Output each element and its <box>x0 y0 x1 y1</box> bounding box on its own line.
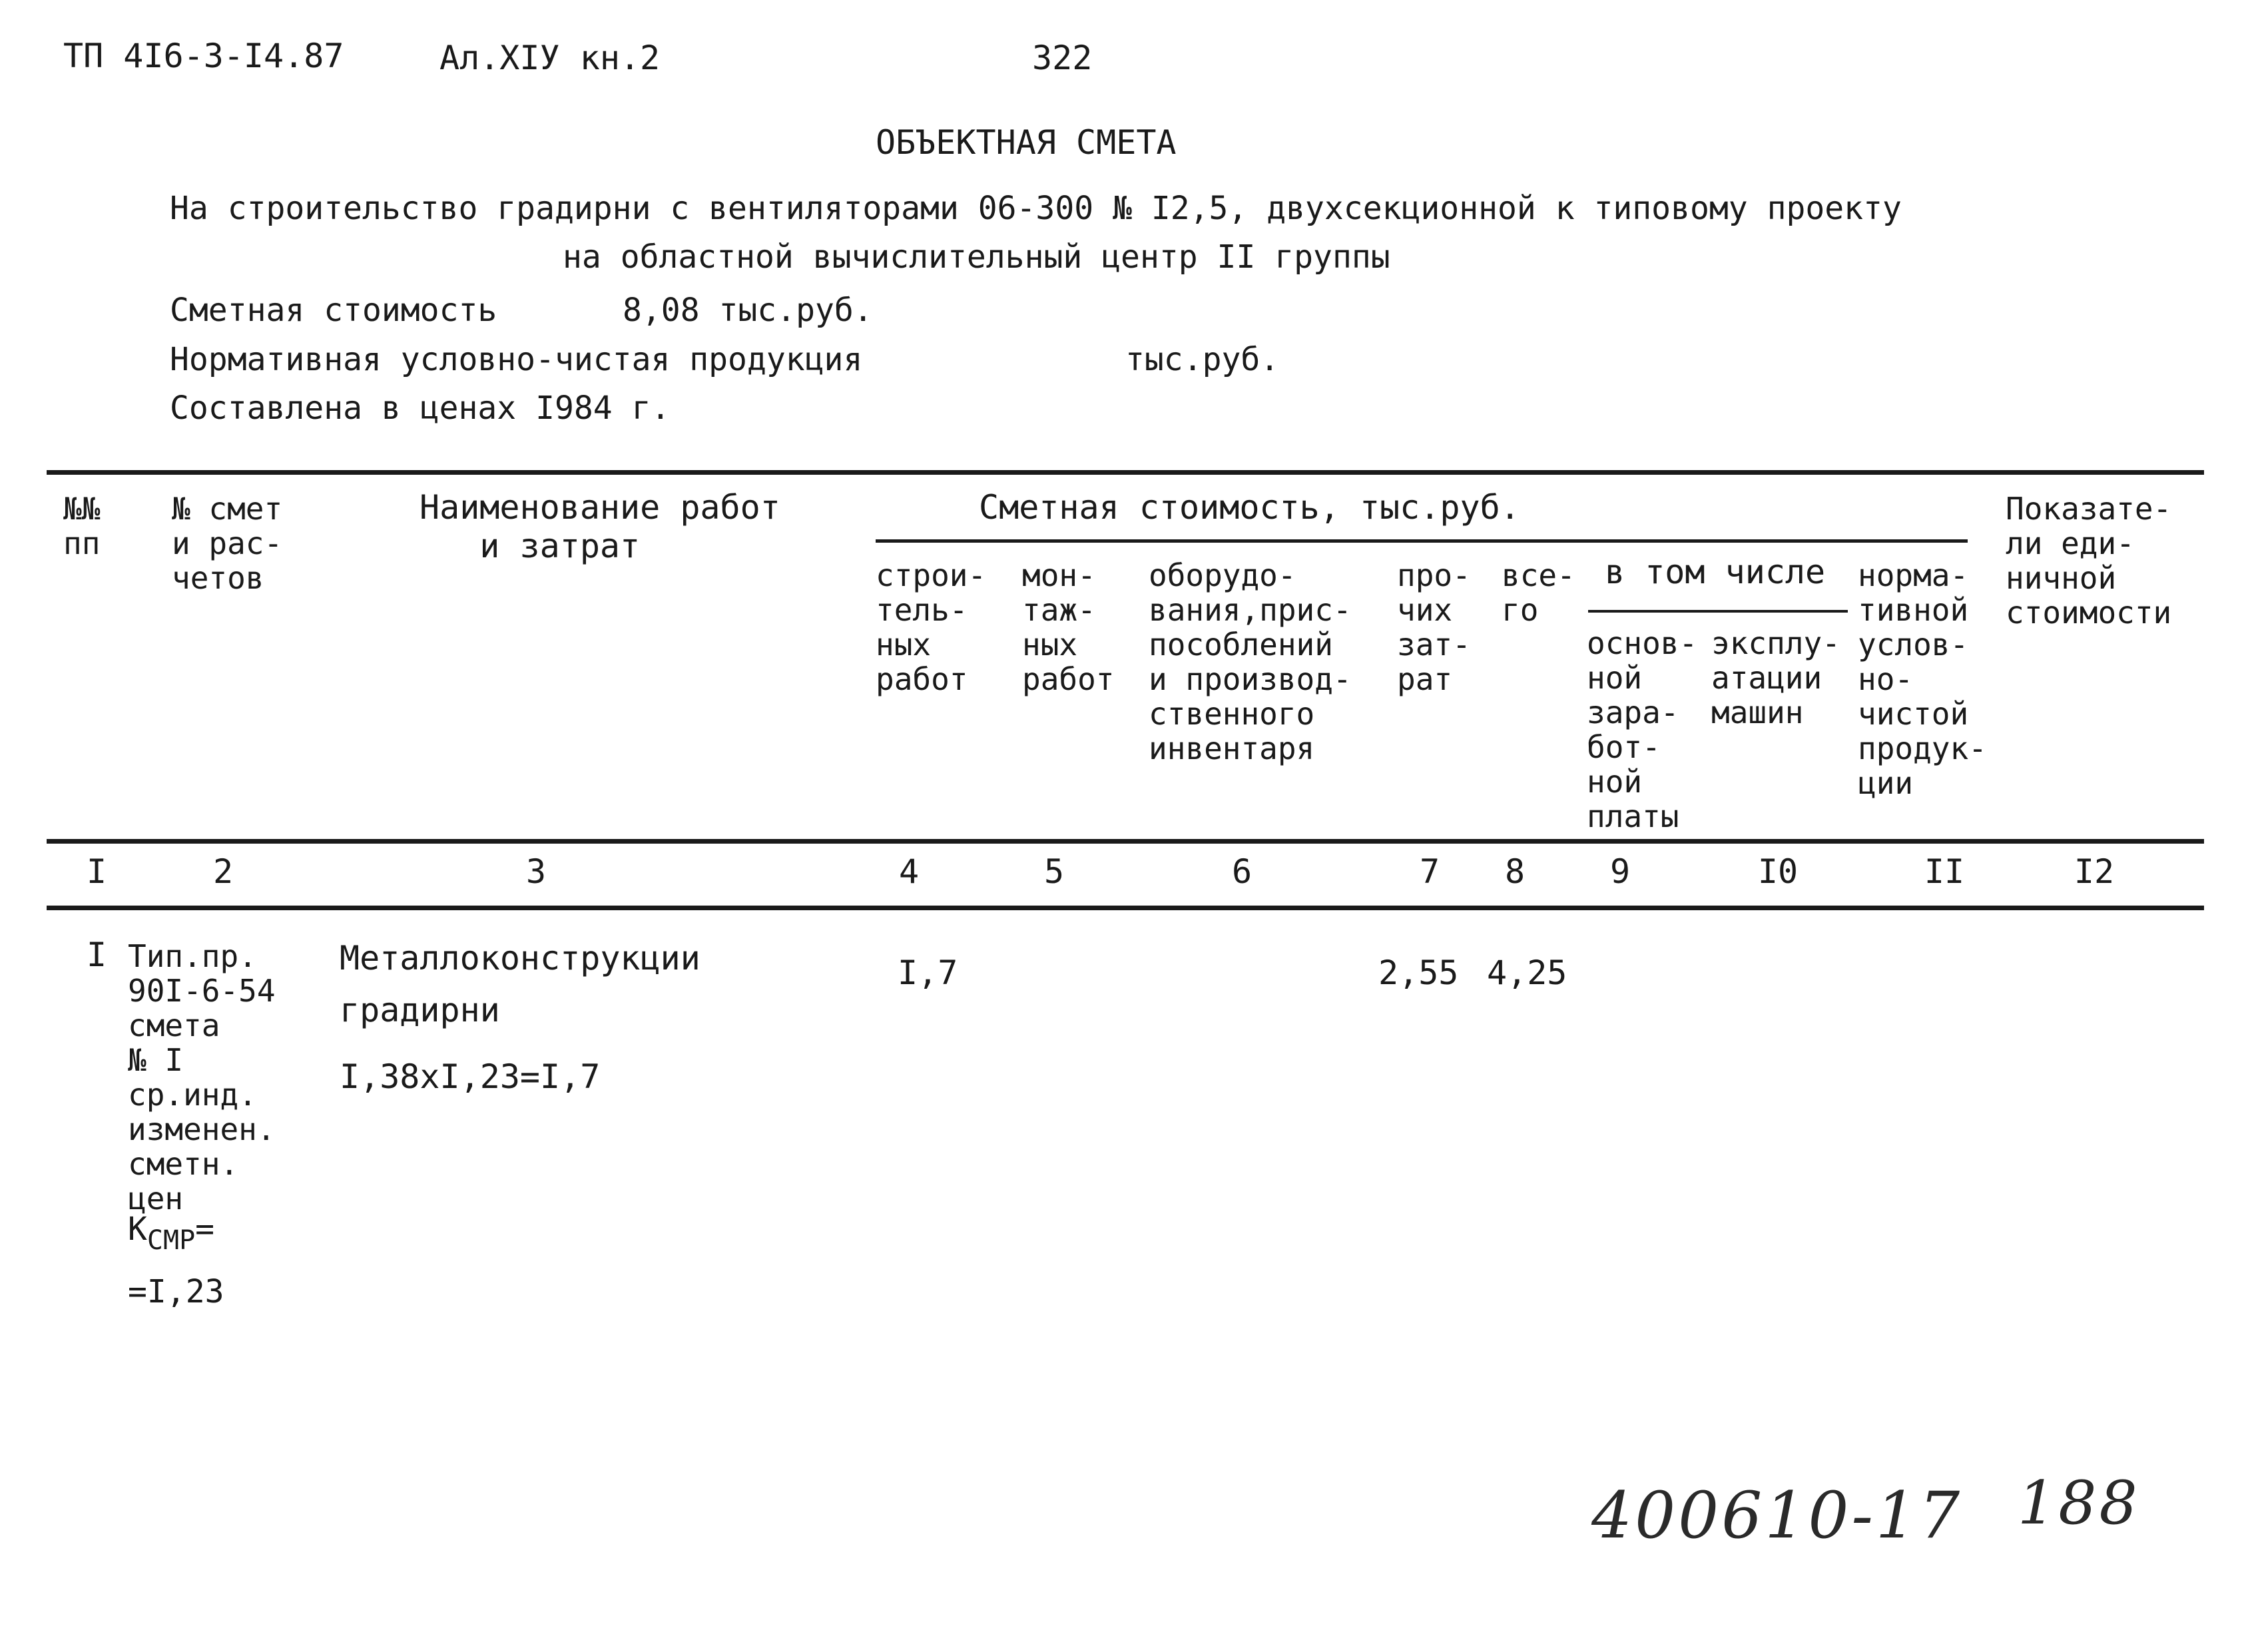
album-ref: Ал.XIУ кн.2 <box>439 39 661 77</box>
row-estimate-ref: Тип.пр. 90I-6-54 смета № I ср.инд. изменен. сметн. цен <box>128 938 276 1217</box>
header-bottom-rule <box>47 839 2204 844</box>
col-numbers-rule <box>47 906 2204 910</box>
row-construction-cost: I,7 <box>898 954 958 992</box>
col-number: 3 <box>525 852 547 891</box>
header-equipment: оборудо- вания,прис- пособлений и производ- ственного инвентаря <box>1149 557 1352 766</box>
handwritten-note: 400610-17 <box>1591 1478 1963 1553</box>
subtitle-line-2: на областной вычислительный центр II группы <box>563 238 1390 276</box>
row-total-cost: 4,25 <box>1487 954 1567 992</box>
row-k-coefficient <box>128 1211 215 1256</box>
row-k-value: =I,23 <box>128 1273 224 1310</box>
header-cost-group: Сметная стоимость, тыс.руб. <box>979 488 1520 527</box>
col-number: 5 <box>1043 852 1065 891</box>
header-construction: строи- тель- ных работ <box>876 557 987 697</box>
header-row-number: №№ пп <box>63 491 101 561</box>
page-number: 322 <box>1032 39 1093 77</box>
col-number: II <box>1924 852 1965 891</box>
handwritten-sheet-number: 188 <box>2018 1468 2140 1538</box>
table-top-rule <box>47 470 2204 475</box>
cost-label: Сметная стоимость <box>170 292 497 329</box>
row-formula: I,38xI,23=I,7 <box>340 1057 601 1096</box>
row-name-line-1: Металлоконструкции <box>340 939 701 977</box>
col-number: 8 <box>1504 852 1526 891</box>
header-total: все- го <box>1502 557 1575 628</box>
row-other-cost: 2,55 <box>1378 954 1459 992</box>
header-installation: мон- таж- ных работ <box>1022 557 1115 697</box>
k-subscript: СМР <box>146 1225 196 1256</box>
incl-group-rule <box>1588 610 1848 613</box>
header-net-production: норма- тивной услов- но- чистой продук- ции <box>1858 557 1987 801</box>
col-number: 6 <box>1231 852 1253 891</box>
row-name-line-2: градирни <box>340 991 500 1029</box>
col-number: 7 <box>1419 852 1440 891</box>
group-rule <box>876 539 1968 543</box>
k-equals: = <box>195 1211 215 1248</box>
doc-code: ТП 4I6-3-I4.87 <box>63 37 344 75</box>
document-title: ОБЪЕКТНАЯ СМЕТА <box>876 123 1177 162</box>
header-incl-group: в том числе <box>1605 553 1826 591</box>
col-number: 9 <box>1609 852 1631 891</box>
col-number: I0 <box>1757 852 1799 891</box>
norm-label: Нормативная условно-чистая продукция <box>170 341 863 378</box>
col-number: I <box>86 852 107 891</box>
col-number: 2 <box>212 852 234 891</box>
col-number: I2 <box>2074 852 2115 891</box>
header-unit-cost: Показате- ли еди- ничной стоимости <box>2006 491 2172 631</box>
norm-value: тыс.руб. <box>1125 341 1280 378</box>
k-symbol: К <box>128 1211 147 1248</box>
header-estimate-ref: № смет и рас- четов <box>172 491 283 596</box>
cost-value: 8,08 тыс.руб. <box>623 292 873 329</box>
col-number: 4 <box>898 852 920 891</box>
header-other: про- чих зат- рат <box>1397 557 1471 697</box>
prices-line: Составлена в ценах I984 г. <box>170 390 671 427</box>
row-number: I <box>87 936 107 974</box>
header-work-name: Наименование работ и затрат <box>420 488 780 565</box>
header-wages: основ- ной зара- бот- ной платы <box>1587 625 1698 834</box>
header-machines: эксплу- атации машин <box>1711 625 1840 730</box>
subtitle-line-1: На строительство градирни с вентиляторами 06-300 № I2,5, двухсекционной к типовому проекту <box>170 190 1902 227</box>
